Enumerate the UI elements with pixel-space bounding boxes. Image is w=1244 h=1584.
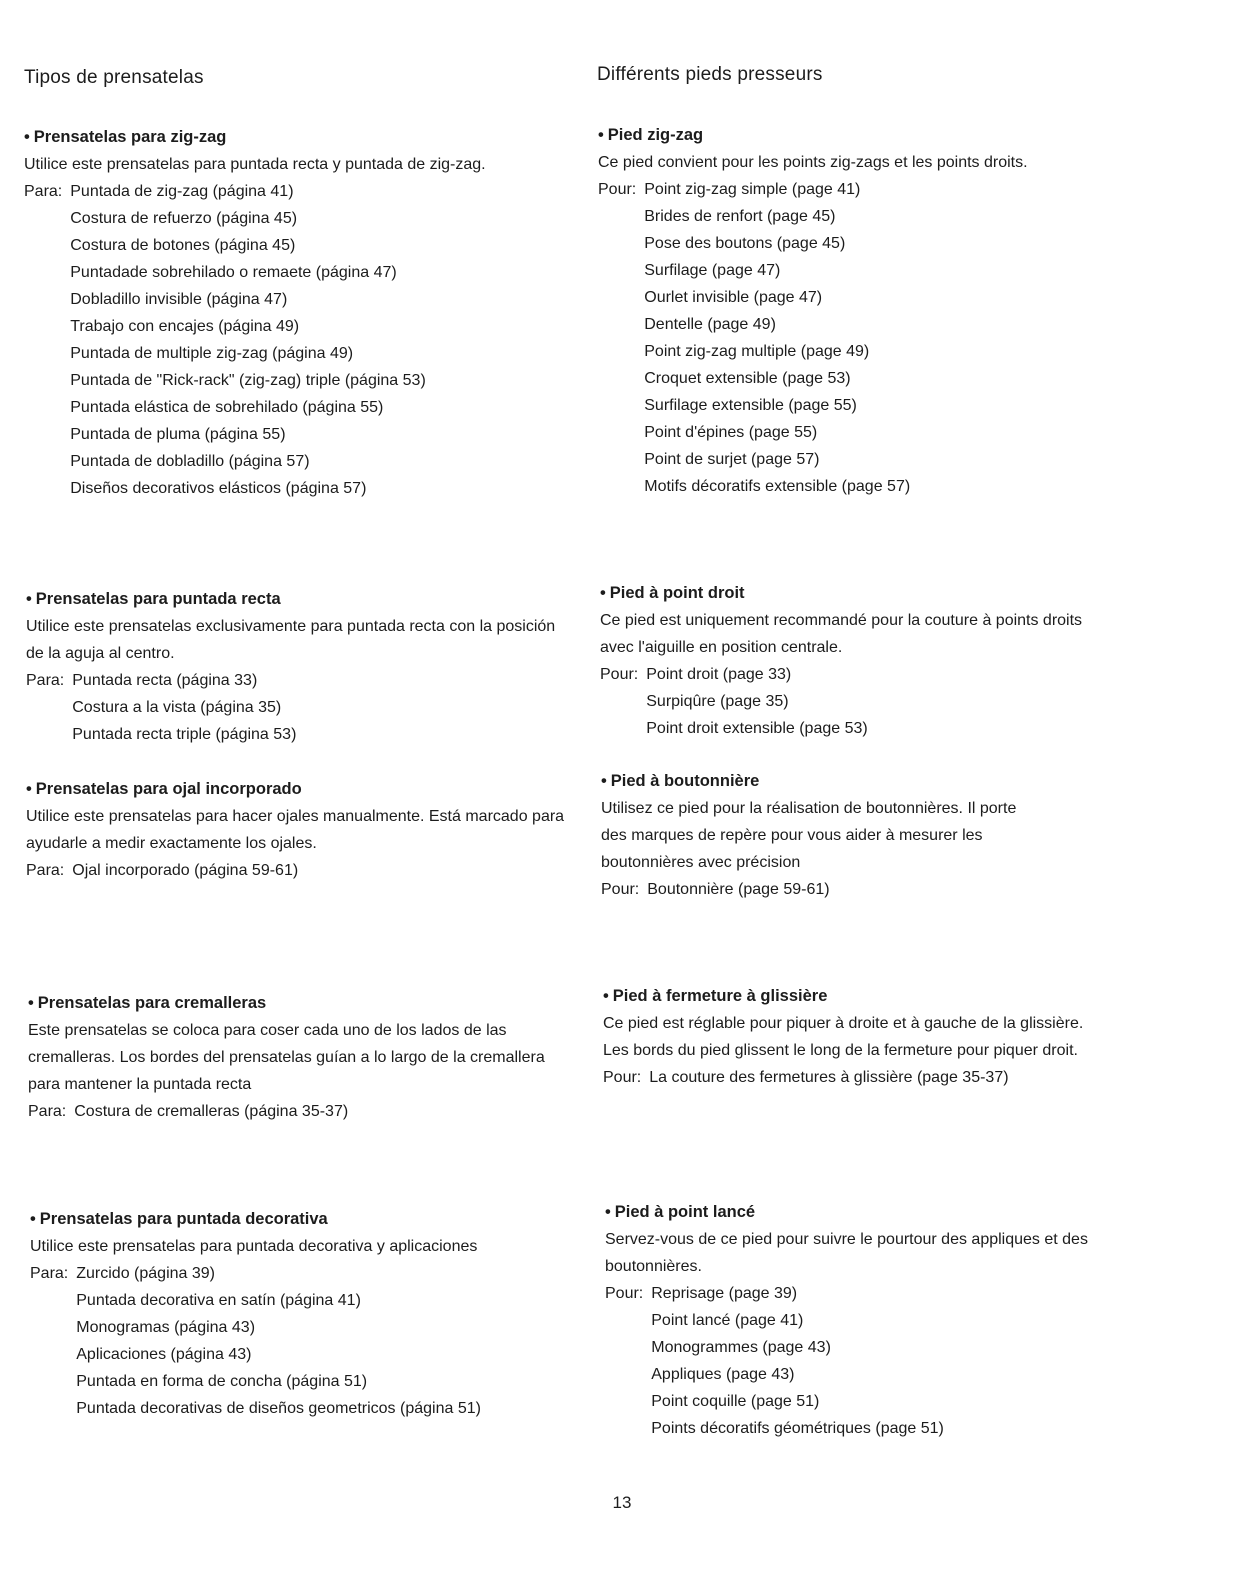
section-title-text: Pied à point droit: [609, 584, 745, 602]
list-item: Ojal incorporado (página 59-61): [72, 862, 299, 879]
bullet-icon: •: [24, 128, 30, 146]
section-title-text: Prensatelas para ojal incorporado: [35, 780, 302, 798]
bullet-icon: •: [26, 780, 32, 798]
fr-section-buttonhole: [601, 768, 1041, 903]
section-title: [601, 768, 1041, 795]
list-item: Puntada de zig-zag (página 41): [70, 183, 294, 200]
list-item: Trabajo con encajes (página 49): [70, 318, 300, 335]
list-item: Point lancé (page 41): [651, 1312, 804, 1329]
uses-label: Para:: [24, 183, 63, 200]
list-item: Puntada en forma de concha (página 51): [76, 1373, 368, 1390]
section-title: [24, 124, 564, 151]
es-section-zigzag: [24, 124, 564, 502]
list-item: Aplicaciones (página 43): [76, 1346, 252, 1363]
section-description: Servez-vous de ce pied pour suivre le pourtour des appliques et des boutonnières.: [605, 1231, 1088, 1275]
list-item: Puntada de multiple zig-zag (página 49): [70, 345, 354, 362]
uses-label: Para:: [26, 672, 65, 689]
section-title: [26, 776, 586, 803]
section-title: [26, 586, 566, 613]
list-item: Costura de refuerzo (página 45): [70, 210, 298, 227]
section-title: [600, 580, 1100, 607]
list-item: Ourlet invisible (page 47): [644, 289, 823, 306]
bullet-icon: •: [600, 584, 606, 602]
uses-list: [28, 1098, 348, 1125]
page-number: 13: [612, 1493, 632, 1512]
uses-list: [600, 661, 868, 742]
list-item: La couture des fermetures à glissière (page 35-37): [649, 1069, 1009, 1086]
list-item: Puntada de dobladillo (página 57): [70, 453, 310, 470]
uses-label: Para:: [26, 862, 65, 879]
section-description: Utilice este prensatelas exclusivamente para puntada recta con la posición de la aguja al centro.: [26, 618, 556, 662]
list-item: Point droit (page 33): [646, 666, 792, 683]
list-item: Costura de botones (página 45): [70, 237, 296, 254]
list-item: Puntada elástica de sobrehilado (página 55): [70, 399, 384, 416]
section-title-text: Prensatelas para puntada decorativa: [39, 1210, 328, 1228]
list-item: Surfilage (page 47): [644, 262, 781, 279]
uses-list: [26, 667, 296, 748]
bullet-icon: •: [26, 590, 32, 608]
list-item: Zurcido (página 39): [76, 1265, 215, 1282]
bullet-icon: •: [601, 772, 607, 790]
section-description: Utilice este prensatelas para puntada recta y puntada de zig-zag.: [24, 156, 486, 173]
section-description: Utilice este prensatelas para puntada decorativa y aplicaciones: [30, 1238, 478, 1255]
es-section-zipper: [28, 990, 573, 1125]
list-item: Pose des boutons (page 45): [644, 235, 846, 252]
section-description: Ce pied est réglable pour piquer à droite et à gauche de la glissière. Les bords du pied glissent le long de la fermeture pour piquer droit.: [603, 1015, 1084, 1059]
es-section-buttonhole: [26, 776, 586, 884]
list-item: Croquet extensible (page 53): [644, 370, 851, 387]
list-item: Point de surjet (page 57): [644, 451, 820, 468]
list-item: Points décoratifs géométriques (page 51): [651, 1420, 944, 1437]
section-description: Ce pied est uniquement recommandé pour la couture à points droits avec l'aiguille en position centrale.: [600, 612, 1083, 656]
bullet-icon: •: [28, 994, 34, 1012]
list-item: Motifs décoratifs extensible (page 57): [644, 478, 911, 495]
section-description: Utilisez ce pied pour la réalisation de boutonnières. Il porte des marques de repère pour vous aider à mesurer les boutonnières avec précision: [601, 800, 1017, 871]
bullet-icon: •: [603, 987, 609, 1005]
uses-list: [605, 1280, 944, 1442]
list-item: Costura a la vista (página 35): [72, 699, 282, 716]
section-description: Este prensatelas se coloca para coser cada uno de los lados de las cremalleras. Los bordes del prensatelas guían a lo largo de la cremallera para mantener la puntada recta: [28, 1022, 545, 1093]
section-title-text: Pied à fermeture à glissière: [612, 987, 828, 1005]
uses-label: Pour:: [601, 881, 640, 898]
uses-label: Pour:: [603, 1069, 642, 1086]
section-title-text: Pied à point lancé: [614, 1203, 756, 1221]
list-item: Puntada recta (página 33): [72, 672, 258, 689]
fr-section-zigzag: [598, 122, 1098, 500]
section-title: [605, 1199, 1100, 1226]
list-item: Reprisage (page 39): [651, 1285, 798, 1302]
list-item: Surfilage extensible (page 55): [644, 397, 857, 414]
section-title: [28, 990, 573, 1017]
bullet-icon: •: [598, 126, 604, 144]
french-heading: Différents pieds presseurs: [597, 64, 823, 85]
list-item: Monogrammes (page 43): [651, 1339, 831, 1356]
section-title: [30, 1206, 575, 1233]
list-item: Surpiqûre (page 35): [646, 693, 789, 710]
spanish-heading: Tipos de prensatelas: [24, 67, 204, 88]
list-item: Point coquille (page 51): [651, 1393, 820, 1410]
bullet-icon: •: [30, 1210, 36, 1228]
uses-list: [598, 176, 910, 500]
uses-list: [24, 178, 426, 502]
list-item: Appliques (page 43): [651, 1366, 795, 1383]
uses-label: Pour:: [598, 181, 637, 198]
section-title: [603, 983, 1093, 1010]
bullet-icon: •: [605, 1203, 611, 1221]
list-item: Diseños decorativos elásticos (página 57): [70, 480, 367, 497]
list-item: Monogramas (página 43): [76, 1319, 256, 1336]
list-item: Dentelle (page 49): [644, 316, 776, 333]
uses-list: [601, 876, 830, 903]
section-title-text: Prensatelas para puntada recta: [35, 590, 281, 608]
list-item: Boutonnière (page 59-61): [647, 881, 830, 898]
es-section-straight: [26, 586, 566, 748]
list-item: Puntada de pluma (página 55): [70, 426, 286, 443]
list-item: Puntada decorativas de diseños geometricos (página 51): [76, 1400, 481, 1417]
list-item: Dobladillo invisible (página 47): [70, 291, 288, 308]
list-item: Point zig-zag multiple (page 49): [644, 343, 870, 360]
list-item: Point d'épines (page 55): [644, 424, 818, 441]
fr-section-straight: [600, 580, 1100, 742]
uses-list: [26, 857, 298, 884]
uses-label: Para:: [28, 1103, 67, 1120]
section-title: [598, 122, 1098, 149]
section-title-text: Prensatelas para zig-zag: [33, 128, 227, 146]
uses-list: [30, 1260, 481, 1422]
uses-list: [603, 1064, 1009, 1091]
fr-section-zipper: [603, 983, 1093, 1091]
uses-label: Pour:: [605, 1285, 644, 1302]
section-description: Ce pied convient pour les points zig-zags et les points droits.: [598, 154, 1028, 171]
list-item: Puntadade sobrehilado o remaete (página 47): [70, 264, 397, 281]
list-item: Puntada de "Rick-rack" (zig-zag) triple (página 53): [70, 372, 426, 389]
list-item: Puntada recta triple (página 53): [72, 726, 297, 743]
fr-section-decorative: [605, 1199, 1100, 1442]
list-item: Brides de renfort (page 45): [644, 208, 836, 225]
section-description: Utilice este prensatelas para hacer ojales manualmente. Está marcado para ayudarle a medir exactamente los ojales.: [26, 808, 565, 852]
list-item: Costura de cremalleras (página 35-37): [74, 1103, 349, 1120]
es-section-decorative: [30, 1206, 575, 1422]
section-title-text: Pied zig-zag: [607, 126, 704, 144]
list-item: Point zig-zag simple (page 41): [644, 181, 861, 198]
list-item: Point droit extensible (page 53): [646, 720, 868, 737]
uses-label: Para:: [30, 1265, 69, 1282]
list-item: Puntada decorativa en satín (página 41): [76, 1292, 361, 1309]
section-title-text: Prensatelas para cremalleras: [37, 994, 267, 1012]
section-title-text: Pied à boutonnière: [610, 772, 760, 790]
uses-label: Pour:: [600, 666, 639, 683]
